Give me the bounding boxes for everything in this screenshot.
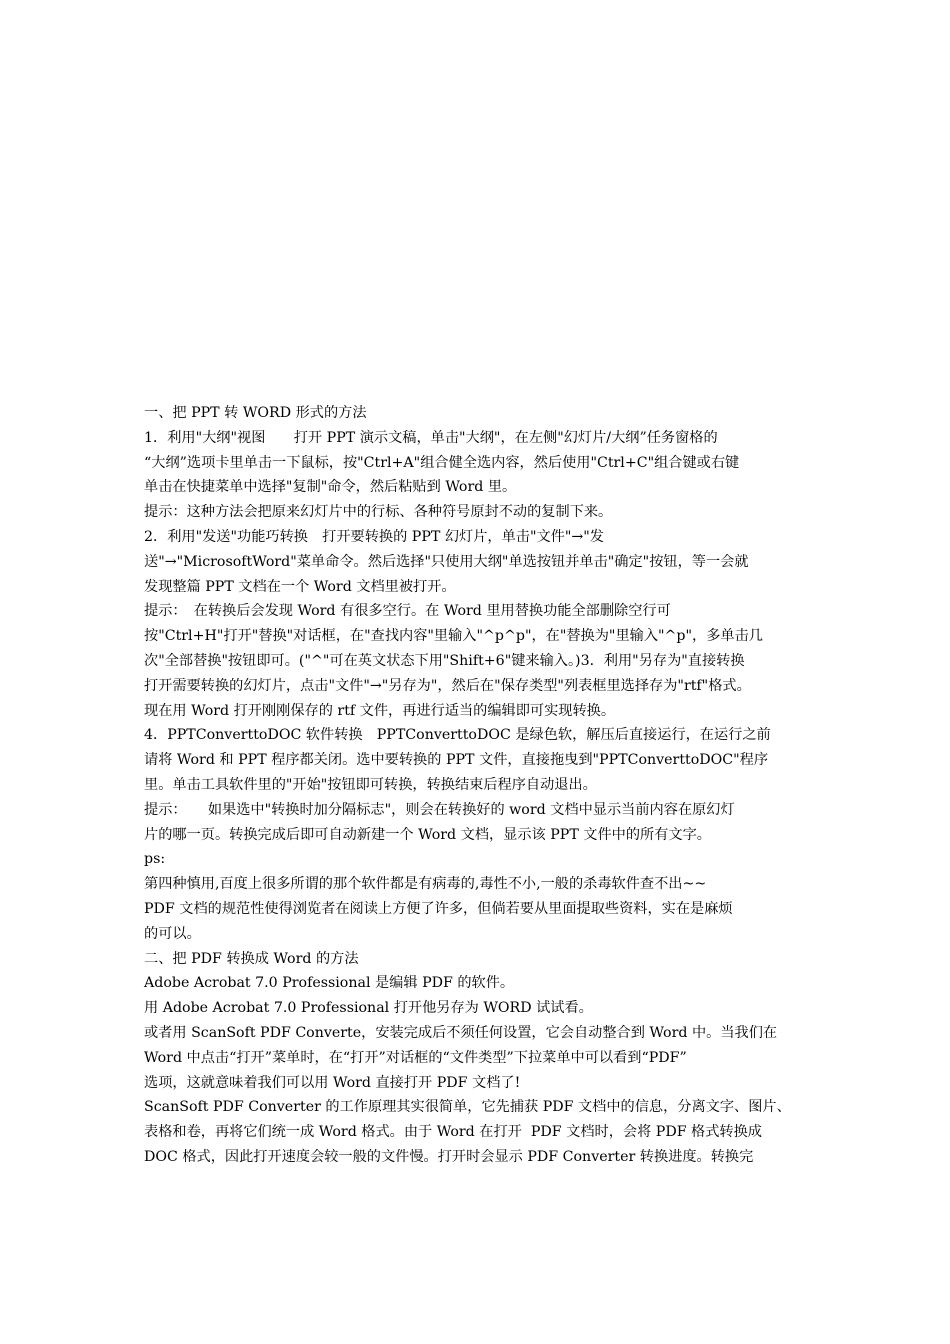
paragraph-line: 按"Ctrl+H"打开"替换"对话框，在"查找内容"里输入"^p^p"，在"替换为"里输入"^p"，多单击几 xyxy=(144,628,763,645)
paragraph-line: 2．利用"发送"功能巧转换 打开要转换的 PPT 幻灯片，单击"文件"→"发 xyxy=(144,528,604,545)
paragraph-line: 现在用 Word 打开刚刚保存的 rtf 文件，再进行适当的编辑即可实现转换。 xyxy=(144,702,616,719)
paragraph-line: 选项，这就意味着我们可以用 Word 直接打开 PDF 文档了! xyxy=(144,1074,521,1091)
paragraph-line: “大纲”选项卡里单击一下鼠标，按"Ctrl+A"组合健全选内容，然后使用"Ctrl+C"组合键或右键 xyxy=(144,454,740,471)
tip-line: 提示：这种方法会把原来幻灯片中的行标、各种符号原封不动的复制下来。 xyxy=(144,504,613,521)
tip-line: 提示： 在转换后会发现 Word 有很多空行。在 Word 里用替换功能全部删除空行可 xyxy=(144,603,671,620)
paragraph-line: 的可以。 xyxy=(144,925,201,942)
paragraph-line: Word 中点击“打开”菜单时，在“打开”对话框的“文件类型”下拉菜单中可以看到“PDF” xyxy=(144,1049,687,1066)
ps-label: ps: xyxy=(144,851,166,868)
paragraph-line: 4．PPTConverttoDOC 软件转换 PPTConverttoDOC 是绿色软，解压后直接运行，在运行之前 xyxy=(144,727,771,744)
tip-line: 提示： 如果选中"转换时加分隔标志"，则会在转换好的 word 文档中显示当前内容在原幻灯 xyxy=(144,801,735,818)
paragraph-line: 打开需要转换的幻灯片，点击"文件"→"另存为"，然后在"保存类型"列表框里选择存为"rtf"格式。 xyxy=(144,677,751,694)
paragraph-line: 表格和卷，再将它们统一成 Word 格式。由于 Word 在打开 PDF 文档时，会将 PDF 格式转换成 xyxy=(144,1124,762,1141)
paragraph-line: DOC 格式，因此打开速度会较一般的文件慢。打开时会显示 PDF Converter 转换进度。转换完 xyxy=(144,1148,754,1165)
paragraph-line: PDF 文档的规范性使得浏览者在阅读上方便了许多，但倘若要从里面提取些资料，实在是麻烦 xyxy=(144,900,733,917)
paragraph-line: 送"→"MicrosoftWord"菜单命令。然后选择"只使用大纲"单选按钮并单击"确定"按钮，等一会就 xyxy=(144,553,749,570)
paragraph-line: 里。单击工具软件里的"开始"按钮即可转换，转换结束后程序自动退出。 xyxy=(144,776,597,793)
paragraph-line: 片的哪一页。转换完成后即可自动新建一个 Word 文档，显示该 PPT 文件中的所有文字。 xyxy=(144,826,711,843)
paragraph-line: 次"全部替换"按钮即可。("^"可在英文状态下用"Shift+6"键来输入。)3．利用"另存为"直接转换 xyxy=(144,652,745,669)
section-heading-pdf-to-word: 二、把 PDF 转换成 Word 的方法 xyxy=(144,950,359,967)
section-heading-ppt-to-word: 一、把 PPT 转 WORD 形式的方法 xyxy=(144,405,367,421)
paragraph-line: Adobe Acrobat 7.0 Professional 是编辑 PDF 的软件。 xyxy=(144,975,515,992)
paragraph-line: ScanSoft PDF Converter 的工作原理其实很简单，它先捕获 PDF 文档中的信息，分离文字、图片、 xyxy=(144,1099,791,1116)
paragraph-line: 单击在快捷菜单中选择"复制"命令，然后粘贴到 Word 里。 xyxy=(144,479,517,496)
paragraph-line: 第四种慎用,百度上很多所谓的那个软件都是有病毒的,毒性不小,一般的杀毒软件查不出~~ xyxy=(144,876,707,893)
paragraph-line: 发现整篇 PPT 文档在一个 Word 文档里被打开。 xyxy=(144,578,456,595)
paragraph-line: 或者用 ScanSoft PDF Converte，安装完成后不须任何设置，它会自动整合到 Word 中。当我们在 xyxy=(144,1024,778,1041)
document-body xyxy=(144,401,824,1170)
paragraph-line: 请将 Word 和 PPT 程序都关闭。选中要转换的 PPT 文件，直接拖曳到"PPTConverttoDOC"程序 xyxy=(144,752,769,769)
paragraph-line: 1．利用"大纲"视图 打开 PPT 演示文稿，单击"大纲"，在左侧"幻灯片/大纲”任务窗格的 xyxy=(144,429,718,446)
paragraph-line: 用 Adobe Acrobat 7.0 Professional 打开他另存为 WORD 试试看。 xyxy=(144,1000,593,1017)
